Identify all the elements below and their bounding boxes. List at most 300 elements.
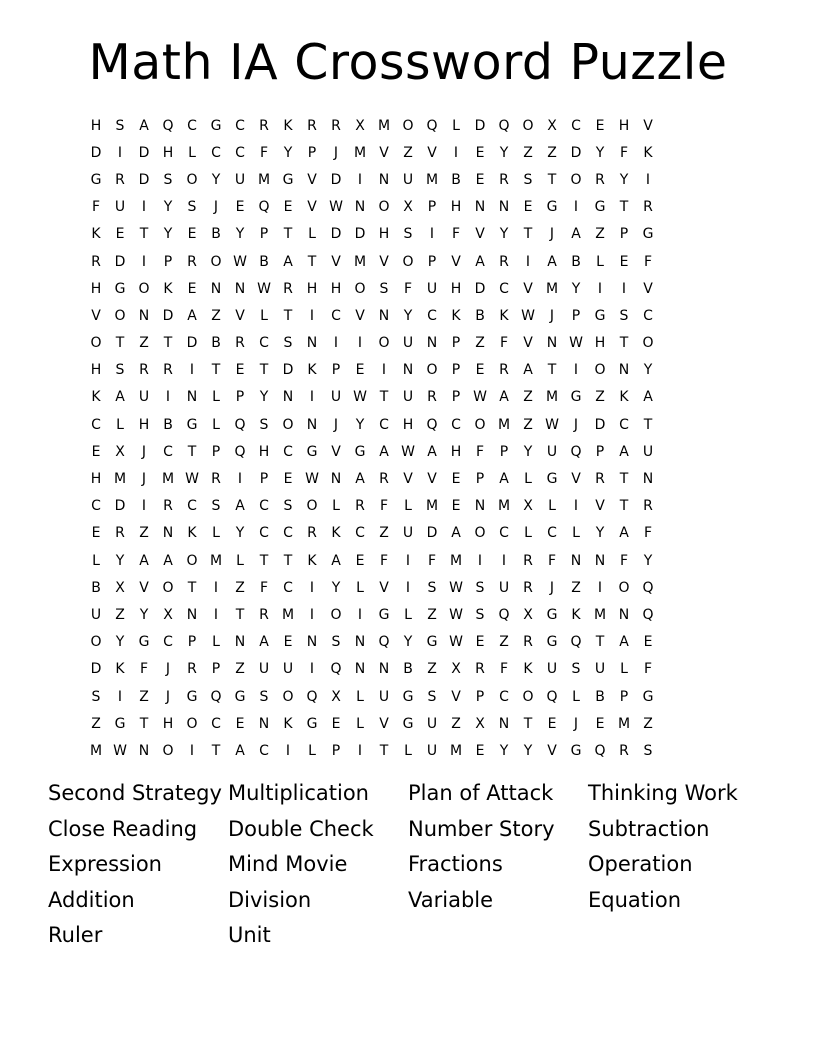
grid-letter: I (309, 606, 315, 623)
grid-letter: W (329, 199, 343, 216)
grid-letter: I (357, 171, 363, 188)
grid-letter: H (162, 715, 174, 732)
grid-letter: V (427, 144, 437, 161)
grid-letter: R (643, 199, 653, 216)
grid-letter: N (570, 552, 582, 569)
grid-letter: U (402, 335, 414, 352)
grid-letter: N (378, 307, 390, 324)
grid-letter: I (357, 742, 363, 759)
grid-letter: N (210, 280, 222, 297)
grid-letter: C (259, 742, 269, 759)
grid-letter: H (162, 144, 174, 161)
grid-letter: A (259, 634, 269, 651)
grid-letter: M (89, 742, 103, 759)
grid-letter: F (403, 280, 413, 297)
grid-letter: X (403, 199, 413, 216)
grid-letter: A (499, 389, 509, 406)
grid-letter: V (475, 226, 485, 243)
grid-letter: P (451, 389, 461, 406)
grid-letter: Z (91, 715, 101, 732)
grid-letter: A (571, 226, 581, 243)
grid-letter: Y (595, 144, 605, 161)
grid-letter: L (212, 634, 220, 651)
grid-letter: D (186, 335, 198, 352)
grid-letter: O (522, 117, 534, 134)
grid-letter: Y (643, 362, 653, 379)
grid-row (84, 139, 732, 166)
grid-letter: P (163, 253, 173, 270)
grid-letter: K (571, 606, 581, 623)
grid-letter: M (545, 389, 559, 406)
grid-letter: Y (331, 579, 341, 596)
grid-letter: U (426, 715, 438, 732)
word-list-item: Second Strategy (48, 781, 222, 805)
grid-row (84, 574, 732, 601)
grid-letter: R (499, 253, 509, 270)
grid-letter: A (235, 498, 245, 515)
grid-letter: E (547, 715, 557, 732)
grid-letter: C (379, 416, 389, 433)
grid-letter: W (233, 253, 247, 270)
grid-letter: V (523, 280, 533, 297)
grid-letter: P (475, 471, 485, 488)
grid-letter: K (283, 117, 293, 134)
grid-letter: D (354, 226, 366, 243)
grid-letter: N (498, 199, 510, 216)
grid-letter: M (257, 171, 271, 188)
grid-letter: Q (306, 688, 318, 705)
grid-letter: N (330, 471, 342, 488)
grid-letter: I (237, 471, 243, 488)
grid-letter: R (259, 606, 269, 623)
grid-letter: H (450, 199, 462, 216)
grid-letter: G (546, 471, 558, 488)
grid-letter: A (523, 362, 533, 379)
grid-letter: M (545, 280, 559, 297)
grid-letter: T (643, 416, 653, 433)
grid-letter: S (163, 171, 173, 188)
grid-letter: U (282, 661, 294, 678)
grid-letter: E (355, 552, 365, 569)
grid-letter: N (474, 498, 486, 515)
grid-letter: N (306, 335, 318, 352)
grid-letter: Y (619, 171, 629, 188)
grid-letter: D (426, 525, 438, 542)
word-list-item: Thinking Work (588, 781, 738, 805)
word-list-item: Variable (408, 887, 494, 912)
grid-letter: N (546, 335, 558, 352)
grid-letter: F (91, 199, 101, 216)
grid-letter: I (141, 199, 147, 216)
grid-letter: E (643, 634, 653, 651)
grid-letter: M (617, 715, 631, 732)
grid-letter: X (163, 606, 173, 623)
word-list-item: Multiplication (228, 781, 369, 805)
grid-letter: Y (643, 552, 653, 569)
grid-letter: D (162, 307, 174, 324)
grid-letter: D (330, 226, 342, 243)
grid-letter: Z (403, 144, 413, 161)
grid-letter: O (594, 362, 606, 379)
grid-letter: N (378, 661, 390, 678)
grid-letter: T (283, 307, 293, 324)
grid-letter: R (115, 525, 125, 542)
grid-letter: Y (355, 416, 365, 433)
grid-letter: H (258, 443, 270, 460)
grid-letter: N (378, 171, 390, 188)
grid-letter: Z (211, 307, 221, 324)
grid-letter: W (353, 389, 367, 406)
grid-letter: Q (210, 688, 222, 705)
grid-letter: Q (642, 606, 654, 623)
grid-letter: Z (427, 606, 437, 623)
grid-letter: O (90, 634, 102, 651)
grid-letter: E (475, 171, 485, 188)
grid-letter: E (523, 199, 533, 216)
grid-letter: C (283, 525, 293, 542)
grid-letter: V (451, 688, 461, 705)
grid-letter: A (115, 389, 125, 406)
grid-letter: O (570, 171, 582, 188)
grid-letter: G (546, 606, 558, 623)
grid-letter: G (186, 688, 198, 705)
word-list-item: Ruler (48, 923, 103, 948)
grid-letter: Y (499, 144, 509, 161)
grid-letter: L (308, 742, 316, 759)
grid-letter: I (285, 742, 291, 759)
grid-letter: Q (234, 443, 246, 460)
grid-letter: K (283, 715, 293, 732)
grid-letter: P (259, 471, 269, 488)
grid-letter: E (475, 144, 485, 161)
grid-letter: Z (523, 144, 533, 161)
grid-letter: N (306, 416, 318, 433)
grid-letter: Y (595, 525, 605, 542)
grid-letter: I (309, 661, 315, 678)
grid-letter: Z (379, 525, 389, 542)
grid-letter: A (547, 253, 557, 270)
grid-letter: F (451, 226, 461, 243)
grid-letter: R (523, 579, 533, 596)
grid-letter: U (642, 443, 654, 460)
grid-letter: N (234, 280, 246, 297)
grid-letter: I (213, 579, 219, 596)
grid-letter: L (212, 416, 220, 433)
grid-letter: S (643, 742, 653, 759)
grid-letter: A (283, 253, 293, 270)
grid-letter: C (571, 117, 581, 134)
word-list-item: Mind Movie (228, 852, 348, 877)
grid-letter: V (571, 471, 581, 488)
grid-letter: V (139, 579, 149, 596)
grid-letter: P (427, 253, 437, 270)
grid-letter: D (474, 280, 486, 297)
grid-letter: Y (163, 226, 173, 243)
grid-letter: H (378, 226, 390, 243)
grid-letter: T (547, 171, 557, 188)
grid-letter: N (474, 199, 486, 216)
grid-letter: C (259, 335, 269, 352)
word-list-item: Addition (48, 887, 135, 912)
grid-letter: R (499, 171, 509, 188)
grid-letter: A (331, 552, 341, 569)
grid-letter: E (475, 634, 485, 651)
grid-letter: T (259, 552, 269, 569)
grid-letter: G (546, 634, 558, 651)
grid-letter: Y (115, 552, 125, 569)
grid-letter: I (333, 335, 339, 352)
grid-letter: U (402, 525, 414, 542)
grid-letter: D (90, 661, 102, 678)
grid-letter: C (211, 144, 221, 161)
grid-letter: A (427, 443, 437, 460)
grid-letter: K (91, 389, 101, 406)
grid-letter: M (113, 471, 127, 488)
grid-letter: R (163, 362, 173, 379)
grid-letter: H (594, 335, 606, 352)
grid-letter: T (163, 335, 173, 352)
grid-letter: K (523, 661, 533, 678)
grid-letter: E (595, 715, 605, 732)
grid-letter: K (451, 307, 461, 324)
word-list-item: Number Story (408, 816, 555, 841)
grid-letter: W (305, 471, 319, 488)
grid-letter: F (643, 661, 653, 678)
grid-letter: B (595, 688, 605, 705)
grid-letter: G (594, 199, 606, 216)
grid-letter: F (475, 443, 485, 460)
grid-letter: B (403, 661, 413, 678)
grid-letter: O (378, 199, 390, 216)
grid-letter: M (425, 498, 439, 515)
grid-letter: H (90, 362, 102, 379)
grid-letter: W (545, 416, 559, 433)
word-list-item: Unit (228, 923, 271, 948)
grid-letter: G (90, 171, 102, 188)
grid-letter: G (282, 171, 294, 188)
grid-letter: F (259, 579, 269, 596)
grid-letter: C (331, 307, 341, 324)
grid-row (84, 357, 732, 384)
grid-letter: B (163, 416, 173, 433)
grid-letter: E (619, 253, 629, 270)
grid-letter: X (115, 579, 125, 596)
grid-letter: S (619, 307, 629, 324)
grid-letter: L (356, 715, 364, 732)
grid-letter: N (618, 606, 630, 623)
grid-letter: N (594, 552, 606, 569)
grid-row (84, 465, 732, 492)
grid-letter: D (114, 498, 126, 515)
grid-letter: M (353, 144, 367, 161)
grid-letter: R (139, 362, 149, 379)
grid-letter: O (162, 579, 174, 596)
grid-letter: A (187, 307, 197, 324)
grid-letter: J (573, 416, 579, 433)
grid-letter: P (307, 144, 317, 161)
grid-letter: K (91, 226, 101, 243)
grid-letter: V (355, 307, 365, 324)
grid-letter: R (115, 171, 125, 188)
grid-letter: R (523, 634, 533, 651)
grid-letter: U (498, 579, 510, 596)
grid-letter: S (475, 579, 485, 596)
grid-letter: H (90, 280, 102, 297)
grid-letter: V (235, 307, 245, 324)
grid-letter: O (474, 416, 486, 433)
grid-letter: I (477, 552, 483, 569)
grid-letter: L (356, 579, 364, 596)
grid-letter: L (116, 416, 124, 433)
grid-letter: R (595, 171, 605, 188)
grid-letter: Q (498, 117, 510, 134)
grid-letter: S (115, 362, 125, 379)
grid-letter: C (499, 280, 509, 297)
grid-row (84, 384, 732, 411)
grid-letter: G (402, 688, 414, 705)
grid-row (84, 520, 732, 547)
grid-letter: T (523, 715, 533, 732)
grid-letter: K (499, 307, 509, 324)
grid-letter: P (451, 335, 461, 352)
grid-letter: H (402, 416, 414, 433)
grid-letter: X (523, 606, 533, 623)
grid-letter: T (379, 742, 389, 759)
grid-letter: Q (570, 634, 582, 651)
grid-letter: A (451, 525, 461, 542)
grid-letter: D (282, 362, 294, 379)
grid-letter: Q (426, 117, 438, 134)
grid-letter: F (643, 253, 653, 270)
grid-letter: S (259, 416, 269, 433)
grid-row (84, 737, 732, 764)
grid-letter: I (501, 552, 507, 569)
grid-row (84, 275, 732, 302)
grid-letter: T (259, 362, 269, 379)
grid-letter: Y (571, 280, 581, 297)
grid-letter: D (330, 171, 342, 188)
grid-letter: V (547, 742, 557, 759)
grid-letter: W (521, 307, 535, 324)
grid-letter: N (258, 715, 270, 732)
grid-letter: E (475, 742, 485, 759)
grid-letter: L (236, 552, 244, 569)
grid-letter: S (259, 688, 269, 705)
grid-letter: O (282, 688, 294, 705)
grid-letter: R (379, 471, 389, 488)
grid-letter: D (90, 144, 102, 161)
grid-letter: V (379, 253, 389, 270)
grid-letter: N (138, 307, 150, 324)
grid-letter: X (523, 498, 533, 515)
grid-letter: V (523, 335, 533, 352)
grid-letter: Y (235, 226, 245, 243)
grid-letter: P (475, 688, 485, 705)
grid-letter: Y (211, 171, 221, 188)
grid-letter: I (381, 362, 387, 379)
grid-letter: U (426, 280, 438, 297)
grid-letter: N (234, 634, 246, 651)
grid-letter: R (643, 498, 653, 515)
word-list-item: Operation (588, 852, 693, 877)
grid-letter: K (115, 661, 125, 678)
grid-letter: X (547, 117, 557, 134)
grid-letter: G (306, 715, 318, 732)
grid-letter: L (308, 226, 316, 243)
word-list-item: Plan of Attack (408, 781, 554, 805)
grid-letter: G (234, 688, 246, 705)
grid-letter: P (595, 443, 605, 460)
grid-letter: V (331, 443, 341, 460)
grid-letter: T (211, 362, 221, 379)
grid-letter: V (379, 144, 389, 161)
grid-letter: Y (259, 389, 269, 406)
grid-letter: S (379, 280, 389, 297)
grid-row (84, 194, 732, 221)
grid-letter: T (283, 226, 293, 243)
grid-letter: J (549, 226, 555, 243)
grid-letter: L (596, 253, 604, 270)
word-list (48, 776, 788, 954)
grid-letter: T (211, 742, 221, 759)
grid-letter: B (571, 253, 581, 270)
grid-letter: Y (403, 307, 413, 324)
grid-row (84, 112, 732, 139)
grid-letter: K (331, 525, 341, 542)
grid-letter: O (378, 335, 390, 352)
grid-row (84, 683, 732, 710)
grid-letter: E (235, 199, 245, 216)
grid-row (84, 248, 732, 275)
grid-letter: A (235, 742, 245, 759)
grid-letter: A (139, 552, 149, 569)
grid-letter: I (141, 253, 147, 270)
grid-letter: J (549, 579, 555, 596)
grid-letter: O (330, 606, 342, 623)
grid-letter: Z (523, 389, 533, 406)
grid-letter: P (235, 389, 245, 406)
grid-row (84, 710, 732, 737)
grid-letter: K (163, 280, 173, 297)
grid-letter: I (405, 552, 411, 569)
grid-letter: R (499, 362, 509, 379)
grid-letter: G (354, 443, 366, 460)
grid-letter: X (355, 117, 365, 134)
grid-letter: J (141, 471, 147, 488)
grid-letter: A (475, 253, 485, 270)
grid-letter: O (522, 688, 534, 705)
grid-letter: L (524, 525, 532, 542)
grid-letter: Q (570, 443, 582, 460)
grid-letter: A (355, 471, 365, 488)
grid-letter: G (114, 280, 126, 297)
grid-row (84, 493, 732, 520)
grid-letter: D (570, 144, 582, 161)
grid-letter: H (306, 280, 318, 297)
grid-letter: V (643, 117, 653, 134)
word-list-item: Double Check (228, 816, 374, 841)
grid-letter: P (427, 199, 437, 216)
grid-letter: U (138, 389, 150, 406)
grid-letter: R (307, 117, 317, 134)
grid-letter: C (643, 307, 653, 324)
grid-letter: R (187, 253, 197, 270)
grid-letter: E (235, 362, 245, 379)
grid-letter: B (451, 171, 461, 188)
grid-letter: I (405, 579, 411, 596)
grid-letter: G (546, 199, 558, 216)
grid-letter: C (235, 117, 245, 134)
